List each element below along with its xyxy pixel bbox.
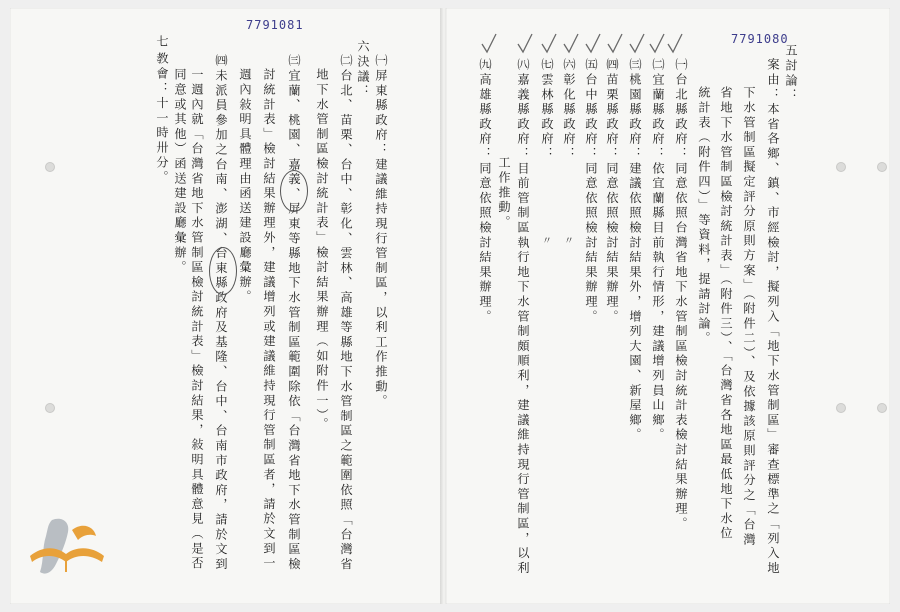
check-mark-icon [586,34,600,52]
left-col-item-3c: 週內敍明具體理由函送建設廳彙辦。 [238,68,252,305]
right-col-proposal-4: 統計表（附件四）」等資料，提請討論。 [697,86,711,347]
right-col-discussion-heading: 五討論： [784,44,798,104]
right-col-item-4: ㈣苗栗縣政府：同意依照檢討結果辦理。 [605,58,619,325]
check-mark-icon [668,34,682,52]
check-mark-icon [650,34,664,52]
binder-hole [45,162,55,172]
left-col-item-4a: ㈣未派員參加之台南、澎湖、台東縣政府及基隆、台中、台南市政府，請於文到 [214,54,228,572]
left-col-item-2a: ㈡台北、苗栗、台中、彰化、雲林、高雄等縣地下水管制區之範圍依照「台灣省 [339,54,353,572]
left-col-item-1: ㈠屏東縣政府：建議維持現行管制區，以利工作推動。 [374,54,388,410]
left-col-decision-heading: 六決議： [356,40,370,100]
check-mark-icon [608,34,622,52]
right-col-proposal-1: 案由：本省各鄉、鎮、市經檢討，擬列入「地下水管制區」審查標準之「列入地 [766,58,780,576]
right-col-item-7: ㈦雲林縣政府： [540,58,554,162]
handwritten-check-marks [470,28,700,60]
left-col-item-2b: 地下水管制區檢討統計表」檢討結果辦理（如附件一）。 [315,68,329,432]
binder-hole [877,403,887,413]
right-col-item-9: ㈨高雄縣政府：同意依照檢討結果辦理。 [478,58,492,325]
binder-hole [45,403,55,413]
archive-logo-icon [22,512,112,582]
left-doc-number: 7791081 [246,18,304,32]
ditto-mark: 〃 [564,236,574,247]
left-col-item-4b: 一週內就「台灣省地下水管制區檢討統計表」檢討結果，敍明具體意見（是否 [190,68,204,572]
left-col-1b: 教會：十一時卅分。 [155,52,169,186]
check-mark-icon [542,34,556,52]
right-col-proposal-3: 省地下水管制區檢討統計表」（附件三）、「台灣省各地區最低地下水位 [719,86,733,542]
binder-hole [877,162,887,172]
left-col-item-4c: 同意或其他）函送建設廳彙辦。 [173,68,187,276]
binder-hole [836,162,846,172]
check-mark-icon [518,34,532,52]
left-col-1: 七 [155,35,169,50]
right-col-item-2: ㈡宜蘭縣政府：依宜蘭縣目前執行情形，建議增列員山鄉。 [651,58,665,443]
right-page [446,8,890,604]
right-col-item-8a: ㈧嘉義縣政府：目前管制區執行地下水管制頗順利，建議維持現行管制區，以利 [516,58,530,576]
right-col-proposal-2: 下水管制區擬定評分原則方案」（附件二）、及依據該原則評分之「台灣 [742,86,756,548]
right-col-item-3: ㈢桃園縣政府：建議依照檢討結果外，增列大園、新屋鄉。 [628,58,642,443]
right-col-item-5: ㈤台中縣政府：同意依照檢討結果辦理。 [584,58,598,325]
left-col-item-3a: ㈢宜蘭、桃園、嘉義、屏東等縣地下水管制區範圍除依「台灣省地下水管制區檢 [287,54,301,572]
check-mark-icon [630,34,644,52]
binder-hole [836,403,846,413]
left-col-item-3b: 討統計表」檢討結果辦理外，建議增列或建議維持現行管制區者，請於文到一 [262,68,276,572]
check-mark-icon [482,34,496,52]
check-mark-icon [564,34,578,52]
flame-shape [72,526,96,540]
ditto-mark: 〃 [542,236,552,247]
right-col-item-1: ㈠台北縣政府：同意依照台灣省地下水管制區檢討統計表檢討結果辦理。 [674,58,688,532]
right-col-item-6: ㈥彰化縣政府： [562,58,576,162]
right-doc-number: 7791080 [731,32,789,46]
handwritten-circle [209,247,237,295]
island-shape [40,519,68,574]
right-col-item-8b: 工作推動。 [497,156,511,230]
handwritten-circle [280,170,308,212]
